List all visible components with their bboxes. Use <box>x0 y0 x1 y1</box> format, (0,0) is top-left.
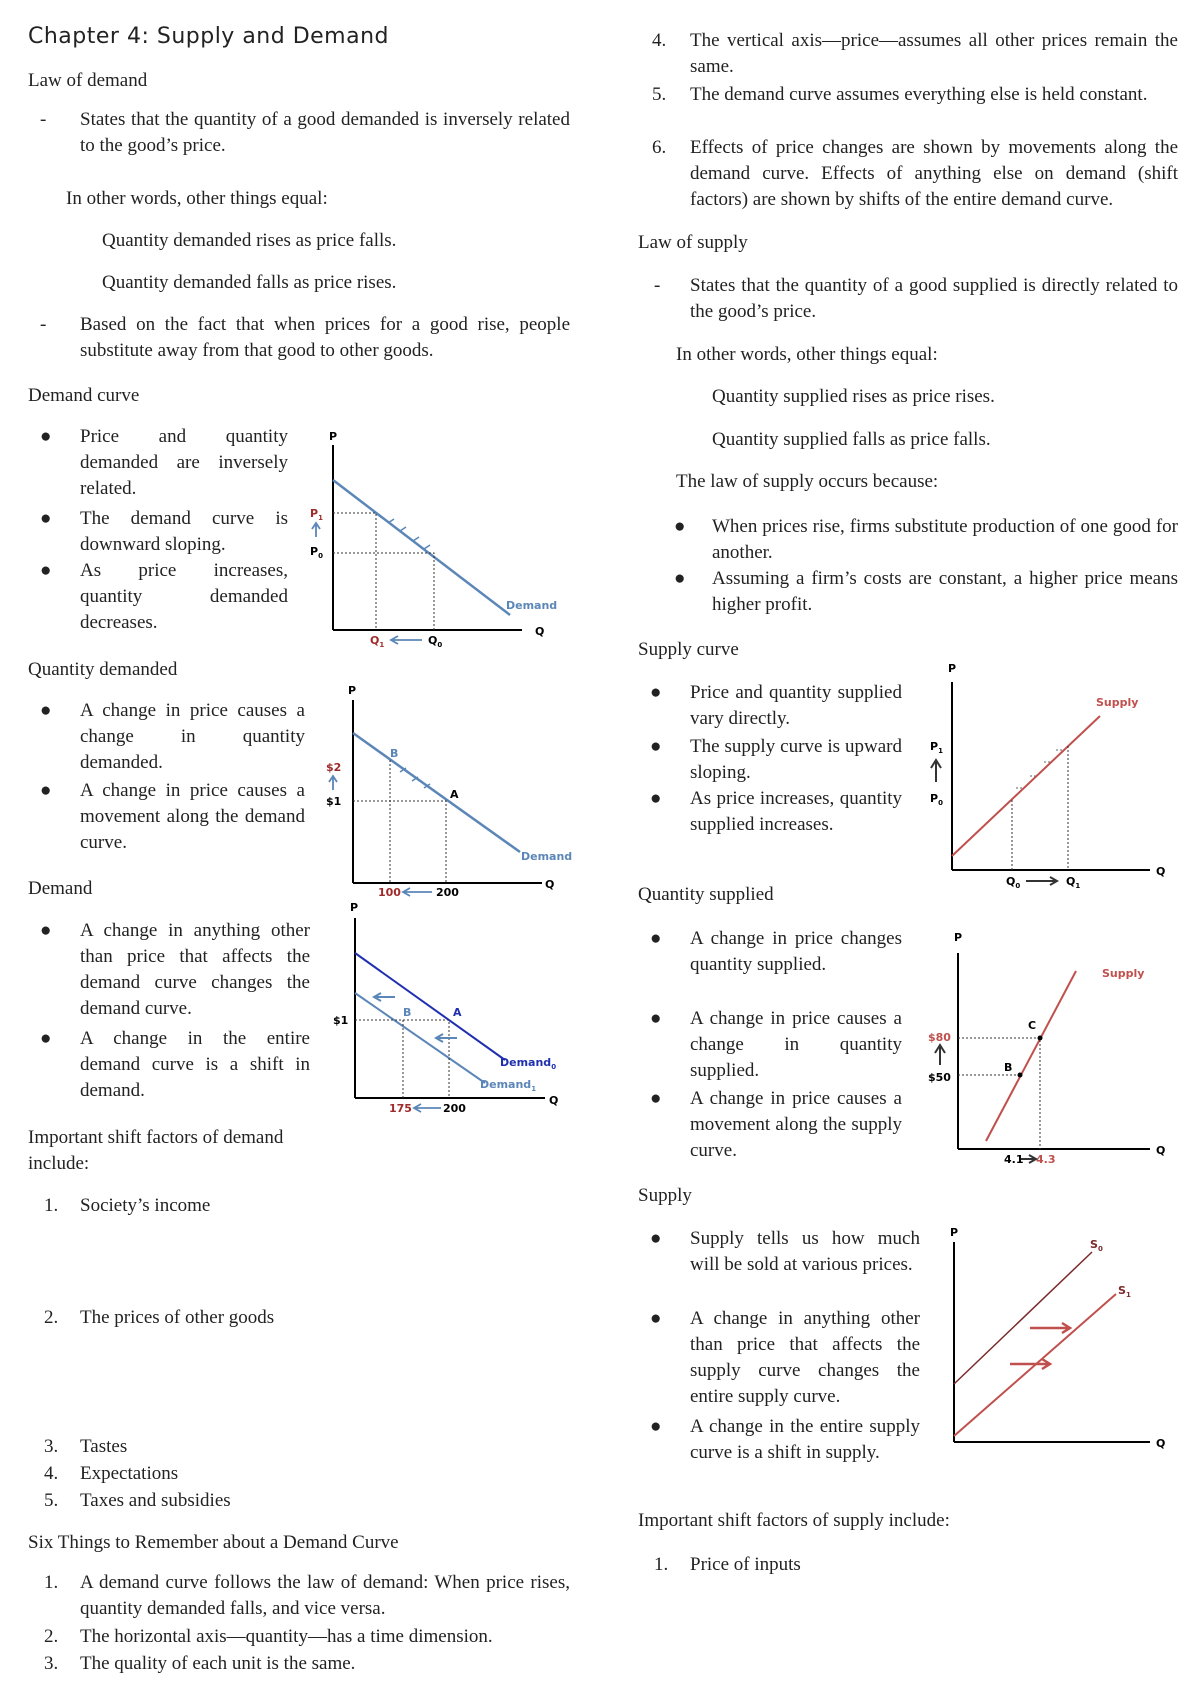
label-q: 4.1 <box>1004 1153 1024 1166</box>
law-supply-heading: Law of supply <box>638 232 748 253</box>
qty-demanded-heading: Quantity demanded <box>28 659 178 680</box>
arrow-up-icon <box>329 776 337 790</box>
label-q-high: 200 <box>436 886 459 899</box>
supply-shift-factor-1: Price of inputs <box>690 1554 801 1575</box>
demand-curve-bullet-1: Price and quantity demanded are inversely related. <box>80 426 288 499</box>
shift-factor-5: Taxes and subsidies <box>80 1490 231 1511</box>
bullet-dot: ● <box>650 928 662 949</box>
list-number: 4. <box>652 30 667 51</box>
bullet-dot: ● <box>650 1008 662 1029</box>
axis-label-p: P <box>329 430 338 443</box>
arrow-up-icon <box>312 523 320 537</box>
qd-falls: Quantity demanded falls as price rises. <box>102 272 397 293</box>
shift-factor-4: Expectations <box>80 1463 179 1484</box>
arrow-left-icon <box>436 1034 457 1042</box>
demand-bullet-2: A change in the entire demand curve is a shift in demand. <box>80 1028 310 1101</box>
label-p1: $P_1$ <box>310 507 323 522</box>
bullet-dot: ● <box>650 788 662 809</box>
label-q0: 200 <box>443 1102 466 1115</box>
label-q1: 175 <box>389 1102 412 1115</box>
axis-label-q: Q <box>535 625 545 638</box>
list-number: 1. <box>44 1572 59 1593</box>
guide-c <box>958 1038 1040 1149</box>
figure-demand-shift <box>325 898 595 1118</box>
supply-curve-bullet-2: The supply curve is upward sloping. <box>690 736 902 783</box>
supply-line <box>952 716 1100 856</box>
arrow-up-icon <box>931 760 941 782</box>
list-number: 3. <box>44 1436 59 1457</box>
label-demand-1: Demand$_1$ <box>480 1078 537 1093</box>
list-number: 2. <box>44 1626 59 1647</box>
arrow-up-icon <box>935 1045 945 1065</box>
six-things-6: Effects of price changes are shown by movements along the demand curve. Effects of anything else on demand (shift factors) are shown by shifts of the entire demand curve. <box>690 137 1178 210</box>
supply-bullet-1: Supply tells us how much will be sold at various prices. <box>690 1228 920 1275</box>
law-supply-dash: States that the quantity of a good supplied is directly related to the good’s price. <box>690 275 1178 322</box>
label-p-high: $80 <box>928 1031 951 1044</box>
arrow-right-icon <box>1010 1359 1050 1369</box>
bullet-dot: ● <box>40 920 52 941</box>
axis-label-q: Q <box>549 1094 559 1107</box>
qty-supplied-bullet-3: A change in price causes a movement along the supply curve. <box>690 1088 902 1161</box>
label-a: A <box>450 788 459 801</box>
bullet-dot: ● <box>650 1088 662 1109</box>
curve-label: Supply <box>1102 967 1145 980</box>
shift-factor-1: Society’s income <box>80 1195 211 1216</box>
curve-label: Demand <box>506 599 558 612</box>
bullet-dot: ● <box>650 1228 662 1249</box>
bullet-dot: ● <box>40 780 52 801</box>
list-number: 6. <box>652 137 667 158</box>
other-words: In other words, other things equal: <box>66 188 328 209</box>
arrow-left-icon <box>374 993 395 1001</box>
demand-curve-heading: Demand curve <box>28 385 140 406</box>
axis-label-p: P <box>948 662 957 675</box>
arrow-left-icon <box>391 636 422 644</box>
bullet-dot: ● <box>40 700 52 721</box>
bullet-dot: ● <box>40 426 52 447</box>
demand-1-line <box>355 993 485 1083</box>
shift-factor-2: The prices of other goods <box>80 1307 275 1328</box>
six-things-heading: Six Things to Remember about a Demand Curve <box>28 1532 399 1553</box>
figure-demand-curve <box>300 425 590 650</box>
dash-bullet: - <box>654 275 661 296</box>
label-p-high: $2 <box>326 761 342 774</box>
list-number: 5. <box>44 1490 59 1511</box>
because-bullet-2: Assuming a firm’s costs are constant, a higher price means higher profit. <box>712 568 1178 615</box>
curve-label: Supply <box>1096 696 1139 709</box>
axis-label-q: Q <box>1156 865 1166 878</box>
because-bullet-1: When prices rise, firms substitute production of one good for another. <box>712 516 1178 563</box>
axis-label-q: Q <box>1156 1144 1166 1157</box>
bullet-dot: ● <box>40 1028 52 1049</box>
six-things-2: The horizontal axis—quantity—has a time dimension. <box>80 1626 493 1647</box>
six-things-1: A demand curve follows the law of demand: When price rises, quantity demanded falls, and vice versa. <box>80 1572 570 1619</box>
label-q2: 4.3 <box>1036 1153 1056 1166</box>
law-demand-dash1: States that the quantity of a good demanded is inversely related to the good’s price. <box>80 109 570 156</box>
supply-heading: Supply <box>638 1185 692 1206</box>
axis-label-p: P <box>350 901 359 914</box>
qs-rises: Quantity supplied rises as price rises. <box>712 386 995 407</box>
label-q1: $Q_1$ <box>370 634 385 649</box>
label-p: $1 <box>333 1014 349 1027</box>
supply-bullet-3: A change in the entire supply curve is a shift in supply. <box>690 1416 920 1463</box>
guide-a <box>355 1020 449 1098</box>
figure-quantity-supplied <box>920 925 1190 1170</box>
shift-factors-supply-heading: Important shift factors of supply include: <box>638 1510 950 1531</box>
arrow-left-icon <box>403 888 432 896</box>
other-words-supply: In other words, other things equal: <box>676 344 938 365</box>
supply-curve-bullet-1: Price and quantity supplied vary directly. <box>690 682 902 729</box>
guide-p1 <box>333 513 376 630</box>
label-q-low: 100 <box>378 886 401 899</box>
axis-label-q: Q <box>1156 1437 1166 1450</box>
bullet-dot: ● <box>40 560 52 581</box>
label-b: B <box>390 747 399 760</box>
qty-supplied-bullet-1: A change in price changes quantity supplied. <box>690 928 902 975</box>
supply-curve-bullet-3: As price increases, quantity supplied increases. <box>690 788 902 835</box>
supply-curve-heading: Supply curve <box>638 639 739 660</box>
demand-heading: Demand <box>28 878 93 899</box>
label-b: B <box>403 1006 412 1019</box>
label-p1: $P_1$ <box>930 740 943 755</box>
qty-demanded-bullet-2: A change in price causes a movement along the demand curve. <box>80 780 305 853</box>
qty-supplied-heading: Quantity supplied <box>638 884 774 905</box>
arrow-right-icon <box>1026 877 1057 885</box>
axis-label-p: P <box>954 931 963 944</box>
shift-factor-3: Tastes <box>80 1436 128 1457</box>
figure-supply-curve <box>920 660 1190 890</box>
bullet-dot: ● <box>650 1308 662 1329</box>
label-s1: $S_1$ <box>1118 1284 1131 1299</box>
list-number: 4. <box>44 1463 59 1484</box>
bullet-dot: ● <box>650 736 662 757</box>
point-c <box>1038 1036 1043 1041</box>
bullet-dot: ● <box>650 682 662 703</box>
because: The law of supply occurs because: <box>676 471 939 492</box>
axis-label-p: P <box>950 1226 959 1239</box>
dash-bullet: - <box>40 314 47 335</box>
label-q0: $Q_0$ <box>428 634 443 649</box>
law-demand-heading: Law of demand <box>28 70 148 91</box>
guide-p0 <box>333 553 434 630</box>
demand-line <box>353 733 520 852</box>
list-number: 1. <box>44 1195 59 1216</box>
bullet-dot: ● <box>650 1416 662 1437</box>
curve-label: Demand <box>521 850 573 863</box>
bullet-dot: ● <box>674 516 686 537</box>
qd-rises: Quantity demanded rises as price falls. <box>102 230 397 251</box>
label-p0: $P_0$ <box>310 545 323 560</box>
guide-a <box>353 801 446 883</box>
arrow-left-icon <box>414 1104 441 1112</box>
qty-demanded-bullet-1: A change in price causes a change in quantity demanded. <box>80 700 305 773</box>
six-things-5: The demand curve assumes everything else is held constant. <box>690 84 1148 105</box>
six-things-4: The vertical axis—price—assumes all other prices remain the same. <box>690 30 1178 77</box>
bullet-dot: ● <box>40 508 52 529</box>
qty-supplied-bullet-2: A change in price causes a change in quantity supplied. <box>690 1008 902 1081</box>
page-title: Chapter 4: Supply and Demand <box>28 24 389 49</box>
label-a: A <box>453 1006 462 1019</box>
label-demand-0: Demand$_0$ <box>500 1056 557 1071</box>
point-b <box>1018 1073 1023 1078</box>
six-things-3: The quality of each unit is the same. <box>80 1653 356 1674</box>
label-c: C <box>1028 1019 1037 1032</box>
figure-quantity-demanded <box>320 680 590 900</box>
list-number: 5. <box>652 84 667 105</box>
label-q0: $Q_0$ <box>1006 875 1021 890</box>
label-p-low: $1 <box>326 795 342 808</box>
label-s0: $S_0$ <box>1090 1238 1103 1253</box>
bullet-dot: ● <box>674 568 686 589</box>
label-q1: $Q_1$ <box>1066 875 1081 890</box>
list-number: 2. <box>44 1307 59 1328</box>
axis-label-p: P <box>348 684 357 697</box>
supply-line <box>986 971 1076 1141</box>
demand-line <box>333 480 510 615</box>
demand-bullet-1: A change in anything other than price that affects the demand curve changes the demand curve. <box>80 920 310 1019</box>
movement-ticks <box>388 519 430 549</box>
arrow-right-icon <box>1030 1323 1070 1333</box>
demand-curve-bullet-3: As price increases, quantity demanded decreases. <box>80 560 288 633</box>
axis-label-q: Q <box>545 878 555 891</box>
label-b: B <box>1004 1061 1013 1074</box>
shift-factors-demand-heading: Important shift factors of demand include: <box>28 1127 284 1174</box>
label-p-low: $50 <box>928 1071 951 1084</box>
list-number: 3. <box>44 1653 59 1674</box>
figure-supply-shift <box>920 1228 1190 1458</box>
list-number: 1. <box>654 1554 669 1575</box>
demand-curve-bullet-2: The demand curve is downward sloping. <box>80 508 288 555</box>
law-demand-dash2: Based on the fact that when prices for a good rise, people substitute away from that good to other goods. <box>80 314 570 361</box>
qs-falls: Quantity supplied falls as price falls. <box>712 429 991 450</box>
label-p0: $P_0$ <box>930 792 943 807</box>
supply-bullet-2: A change in anything other than price that affects the supply curve changes the entire supply curve. <box>690 1308 920 1407</box>
dash-bullet: - <box>40 109 47 130</box>
